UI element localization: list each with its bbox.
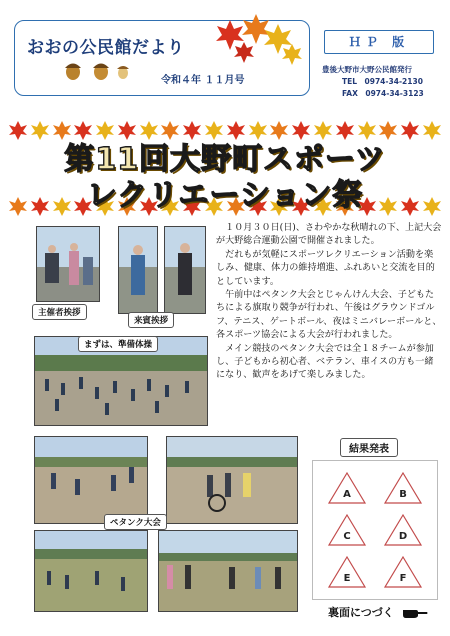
caption-warmup: まずは、準備体操 bbox=[78, 336, 158, 352]
publisher-name: 豊後大野市大野公民館発行 bbox=[322, 65, 412, 74]
photo-petanque-4 bbox=[158, 530, 298, 612]
photo-host-speech bbox=[36, 226, 100, 302]
publisher-info bbox=[322, 64, 424, 100]
bracket-group-label: F bbox=[399, 573, 407, 584]
caption-petanque: ペタンク大会 bbox=[104, 514, 167, 530]
article-paragraph-4: メイン競技のペタンク大会では全１８チームが参加し、子どもから初心者、ベテラン、車イスの方も一緒になり、歓声をあげて楽しみました。 bbox=[216, 343, 434, 381]
bracket-group-label: C bbox=[343, 531, 351, 542]
continued-text: 裏面につづく bbox=[328, 606, 394, 619]
bracket-group-label: D bbox=[398, 531, 408, 542]
photo-guest-speech-2 bbox=[164, 226, 206, 314]
event-title-line2: レクリエーション祭 bbox=[86, 178, 364, 213]
autumn-leaves-icon bbox=[216, 12, 306, 70]
newsletter-title: おおの公民館だより bbox=[27, 38, 185, 58]
caption-guest: 来賓挨拶 bbox=[128, 312, 174, 328]
publisher-fax: FAX 0974-34-3123 bbox=[342, 89, 424, 98]
photo-petanque-3 bbox=[34, 530, 148, 612]
event-title-line1: 第11回大野町スポーツ bbox=[64, 142, 386, 177]
pointing-hand-icon bbox=[402, 607, 428, 619]
issue-date: 令和４年 １１月号 bbox=[161, 75, 245, 86]
publisher-tel: TEL 0974-34-2130 bbox=[342, 77, 423, 86]
results-bracket-sheet bbox=[312, 460, 438, 600]
results-label: 結果発表 bbox=[340, 438, 398, 457]
photo-guest-speech-1 bbox=[118, 226, 158, 314]
bracket-group-label: B bbox=[399, 489, 407, 500]
caption-host: 主催者挨拶 bbox=[32, 304, 87, 320]
photo-petanque-1 bbox=[34, 436, 148, 524]
article-body bbox=[216, 222, 442, 383]
continued-on-back bbox=[328, 604, 428, 620]
acorn-icon bbox=[61, 59, 141, 81]
article-paragraph-2: だれもが気軽にスポーツレクリエーション活動を楽しみ、健康、体力の維持増進、ふれあいと交流を目的としています。 bbox=[216, 249, 435, 287]
bracket-group-label: A bbox=[343, 489, 351, 500]
bracket-group-label: E bbox=[343, 573, 351, 584]
article-paragraph-3: 午前中はペタンク大会とじゃんけん大会、子どもたちによる旗取り競争が行われ、午後はグラウンドゴルフ、テニス、ゲートボール、夜はミニバレーボールと、各スポーツ協会による大会が行われました。 bbox=[216, 290, 442, 341]
article-paragraph-1: １０月３０日(日)、さわやかな秋晴れの下、上記大会が大野総合運動公園で開催されました。 bbox=[216, 223, 442, 247]
photo-petanque-2 bbox=[166, 436, 298, 524]
hp-version-badge: ＨＰ 版 bbox=[324, 30, 434, 54]
